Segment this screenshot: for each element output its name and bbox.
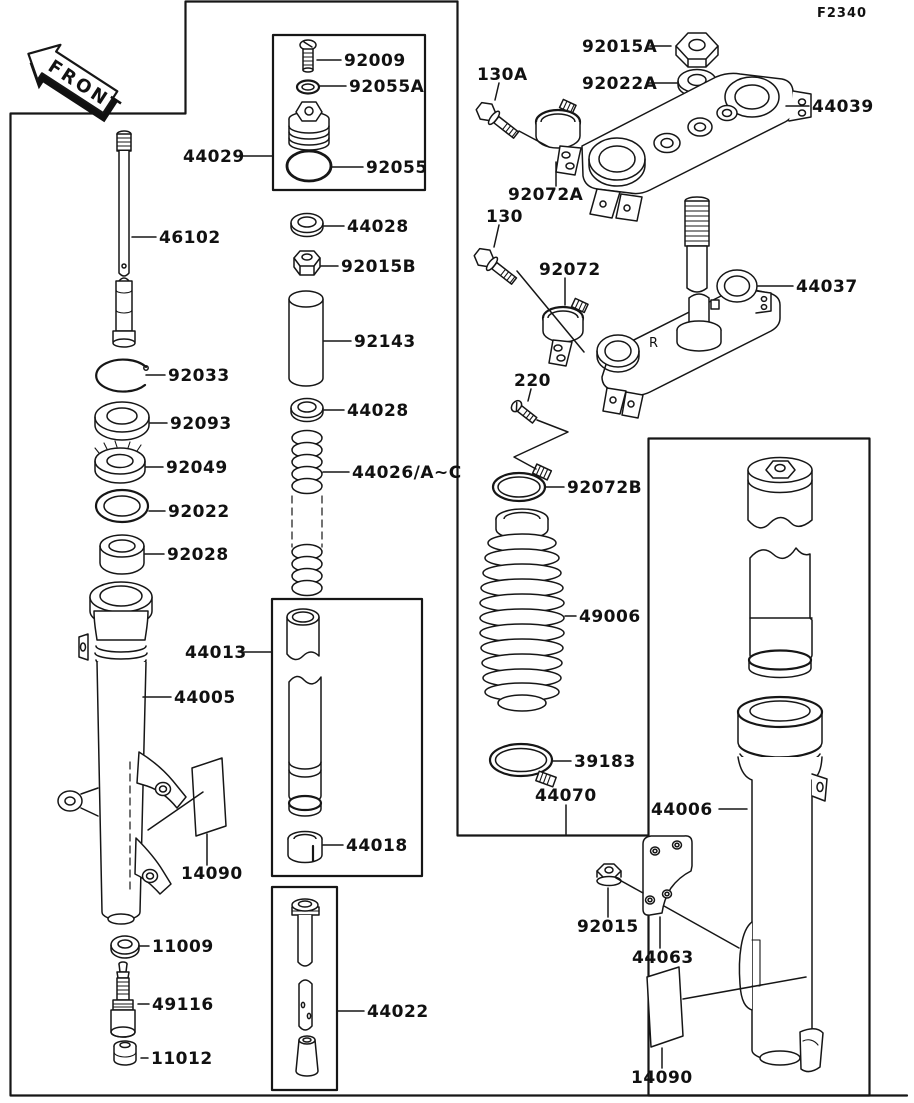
label-92022A: 92022A bbox=[582, 74, 658, 94]
label-92072: 92072 bbox=[539, 260, 601, 280]
part-44006-outer-tube bbox=[738, 697, 827, 1072]
label-92009: 92009 bbox=[344, 51, 406, 71]
label-92015: 92015 bbox=[577, 917, 639, 937]
part-220-screw bbox=[509, 399, 538, 425]
part-92072B-clamp bbox=[493, 464, 551, 501]
part-46102-push-rod bbox=[113, 131, 135, 347]
label-49116: 49116 bbox=[152, 995, 214, 1015]
part-44028-washer-bottom bbox=[291, 399, 323, 422]
part-14090-plate-left bbox=[192, 758, 226, 836]
part-44006-inner-tube-upper bbox=[748, 458, 812, 528]
part-14090-plate-right bbox=[647, 967, 683, 1047]
part-92143-collar bbox=[289, 291, 323, 386]
label-130: 130 bbox=[486, 207, 523, 227]
label-44028-bottom: 44028 bbox=[347, 401, 409, 421]
label-44029: 44029 bbox=[183, 147, 245, 167]
label-44039: 44039 bbox=[812, 97, 874, 117]
part-44028-washer-top bbox=[291, 214, 323, 237]
label-44070: 44070 bbox=[535, 786, 597, 806]
part-130A-bolt bbox=[473, 99, 522, 143]
label-92022: 92022 bbox=[168, 502, 230, 522]
label-46102: 46102 bbox=[159, 228, 221, 248]
part-92028-bushing bbox=[100, 535, 144, 574]
part-44063-axle-holder bbox=[643, 836, 692, 915]
label-92055A: 92055A bbox=[349, 77, 425, 97]
stamp-r: R bbox=[649, 336, 659, 351]
part-92009-screw bbox=[300, 40, 316, 72]
label-92015B: 92015B bbox=[341, 257, 417, 277]
part-92072A-clamp bbox=[536, 99, 581, 175]
front-direction-marker bbox=[15, 33, 132, 133]
label-44018: 44018 bbox=[346, 836, 408, 856]
part-130-bolt bbox=[471, 245, 520, 289]
part-92015-nut bbox=[597, 864, 621, 886]
part-92093-seal bbox=[95, 402, 149, 440]
label-220: 220 bbox=[514, 371, 551, 391]
part-92055A-oring bbox=[297, 81, 319, 94]
part-44037-lower-clamp bbox=[597, 197, 780, 418]
part-39183-clamp bbox=[490, 744, 556, 787]
label-11009: 11009 bbox=[152, 937, 214, 957]
leader-lines bbox=[132, 46, 809, 1058]
fiche-code: F2340 bbox=[817, 6, 868, 21]
part-44026-fork-spring bbox=[292, 431, 322, 596]
label-92015A: 92015A bbox=[582, 37, 658, 57]
part-44013-inner-tube bbox=[287, 609, 321, 816]
label-44022: 44022 bbox=[367, 1002, 429, 1022]
part-49006-dust-boot bbox=[480, 509, 564, 711]
label-92093: 92093 bbox=[170, 414, 232, 434]
label-44026: 44026/A~C bbox=[352, 463, 462, 483]
part-44029-cap bbox=[289, 102, 329, 150]
label-92028: 92028 bbox=[167, 545, 229, 565]
label-44005: 44005 bbox=[174, 688, 236, 708]
label-130A: 130A bbox=[477, 65, 528, 85]
label-49006: 49006 bbox=[579, 607, 641, 627]
part-92015B-nut bbox=[294, 251, 320, 275]
label-44037: 44037 bbox=[796, 277, 858, 297]
part-92015A-nut bbox=[676, 33, 718, 67]
front-label: FRONT bbox=[44, 55, 126, 120]
label-92049: 92049 bbox=[166, 458, 228, 478]
part-92033-ring bbox=[96, 360, 148, 392]
label-44006: 44006 bbox=[651, 800, 713, 820]
label-39183: 39183 bbox=[574, 752, 636, 772]
part-11012-cap bbox=[114, 1041, 136, 1065]
part-49116-air-valve bbox=[111, 962, 135, 1037]
label-92033: 92033 bbox=[168, 366, 230, 386]
label-44013: 44013 bbox=[185, 643, 247, 663]
label-14090-right: 14090 bbox=[631, 1068, 693, 1088]
part-92049-oil-seal bbox=[95, 441, 145, 483]
part-44018-bushing bbox=[288, 832, 322, 863]
label-92055: 92055 bbox=[366, 158, 428, 178]
part-44006-inner-tube-lower bbox=[749, 548, 812, 678]
label-44063: 44063 bbox=[632, 948, 694, 968]
label-92072A: 92072A bbox=[508, 185, 584, 205]
part-92072-clamp bbox=[543, 298, 588, 366]
part-11009-washer bbox=[111, 936, 139, 958]
part-44022-cylinder-unit bbox=[292, 899, 319, 1076]
part-92022-washer bbox=[96, 490, 148, 522]
label-11012: 11012 bbox=[151, 1049, 213, 1069]
label-92143: 92143 bbox=[354, 332, 416, 352]
part-92055-oring bbox=[287, 151, 331, 181]
label-92072B: 92072B bbox=[567, 478, 643, 498]
part-44005-outer-tube bbox=[58, 582, 186, 924]
label-14090-left: 14090 bbox=[181, 864, 243, 884]
label-44028-top: 44028 bbox=[347, 217, 409, 237]
